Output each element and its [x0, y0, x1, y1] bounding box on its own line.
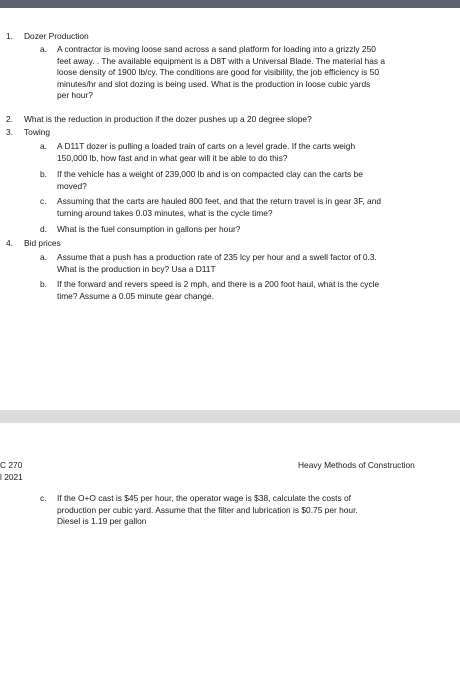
q3b-label: b.	[40, 169, 47, 179]
q4b-text: If the forward and revers speed is 2 mph, and there is a 200 foot haul, what is the cycle time? Assume a 0.05 minute gear change.	[57, 279, 380, 301]
q3a-text: A D11T dozer is pulling a loaded train of carts on a level grade. If the carts weigh 150,000 lb, how fast and in what gear will it be able to do this?	[57, 141, 356, 163]
q4b-label: b.	[40, 279, 47, 289]
p2c-text: If the O+O cast is $45 per hour, the operator wage is $38, calculate the costs of production per cubic yard. Assume that the filter and lubrication is $0.75 per hour. Diesel is 1.19 per gallon	[57, 493, 358, 526]
header-course-title: Heavy Methods of Construction	[298, 460, 415, 470]
q3b-text: If the vehicle has a weight of 239,000 lb and is on compacted clay can the carts be moved?	[57, 169, 363, 191]
q1-number: 1.	[6, 31, 13, 41]
q3-number: 3.	[6, 127, 13, 137]
q4a-text: Assume that a push has a production rate of 235 lcy per hour and a swell factor of 0.3. What is the production in bcy? Usa a D11T	[57, 252, 377, 274]
q4a-label: a.	[40, 252, 47, 262]
q1a-label: a.	[40, 44, 47, 54]
q3-title: Towing	[24, 127, 51, 137]
q3d-label: d.	[40, 224, 47, 234]
q3d-text: What is the fuel consumption in gallons per hour?	[57, 224, 241, 234]
q3c-label: c.	[40, 196, 47, 206]
q3a-label: a.	[40, 141, 47, 151]
header-term: l 2021	[0, 472, 23, 482]
q4-number: 4.	[6, 238, 13, 248]
q4-title: Bid prices	[24, 238, 61, 248]
q3c-text: Assuming that the carts are hauled 800 feet, and that the return travel is in gear 3F, and turning around takes 0.03 minutes, what is the cycle time?	[57, 196, 382, 218]
q1-title: Dozer Production	[24, 31, 89, 41]
q2-text: What is the reduction in production if the dozer pushes up a 20 degree slope?	[24, 114, 312, 124]
p2c-label: c.	[40, 493, 47, 503]
header-course-code: C 270	[0, 460, 23, 470]
page-separator	[0, 410, 460, 423]
q1a-text: A contractor is moving loose sand across a sand platform for loading into a grizzly 250 feet away. . The available equipment is a D8T with a Universal Blade. The material has a loose density of 1900 lb/cy. The conditions are good for visibility, the job efficiency is 50 minutes/hr and slot dozing is being used. What is the production in loose cubic yards per hour?	[57, 44, 386, 100]
top-border-bar	[0, 0, 460, 8]
q2-number: 2.	[6, 114, 13, 124]
